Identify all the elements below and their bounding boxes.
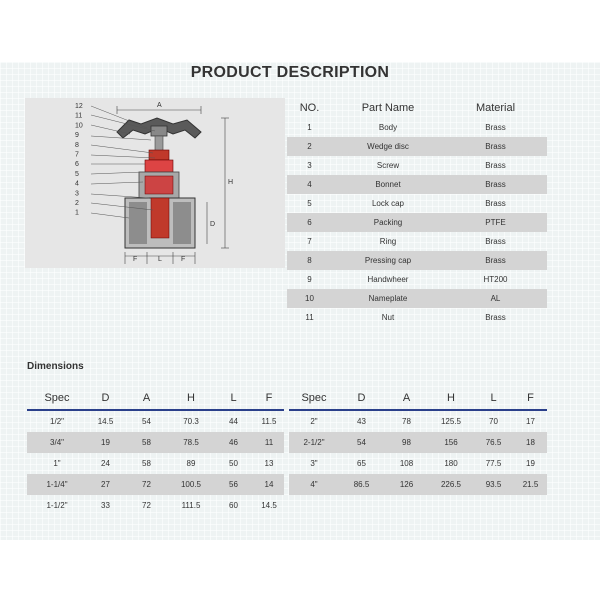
callout-number: 9 <box>75 132 79 140</box>
part-number: 3 <box>307 161 312 170</box>
dim-cell-h: 180 <box>444 459 458 468</box>
part-name: Nut <box>381 313 395 322</box>
dim-cell-l: 76.5 <box>485 438 502 447</box>
dimensions-body-left <box>27 411 284 516</box>
dim-cell-h: 89 <box>186 459 196 468</box>
callout-number: 4 <box>75 180 79 188</box>
part-material: Brass <box>485 142 506 151</box>
callout-number: 5 <box>75 170 79 178</box>
dim-col-header-spec: Spec <box>301 392 327 404</box>
dimensions-header-left <box>27 387 284 411</box>
parts-table-row <box>287 251 547 270</box>
callout-number: 1 <box>75 209 79 217</box>
callout-number: 6 <box>75 161 79 169</box>
dim-cell-d: 54 <box>357 438 366 447</box>
dimensions-row <box>27 495 284 516</box>
part-name: Packing <box>373 218 403 227</box>
dim-col-header-d: D <box>101 392 110 404</box>
part-name: Ring <box>379 237 397 246</box>
dimensions-row <box>27 474 284 495</box>
valve-diagram <box>25 98 285 268</box>
part-number: 6 <box>307 218 312 227</box>
dimensions-body-right <box>289 411 547 495</box>
dim-cell-h: 70.3 <box>183 417 199 426</box>
dim-cell-d: 27 <box>101 480 110 489</box>
dim-cell-h: 156 <box>444 438 458 447</box>
parts-table-row <box>287 289 547 308</box>
dim-col-header-d: D <box>357 392 366 404</box>
dimensions-row <box>289 474 547 495</box>
part-name: Bonnet <box>375 180 401 189</box>
dim-cell-l: 93.5 <box>485 480 502 489</box>
dim-cell-spec: 1" <box>53 459 61 468</box>
dimensions-row <box>27 411 284 432</box>
dimensions-row <box>27 453 284 474</box>
dim-cell-l: 70 <box>489 417 498 426</box>
dim-cell-h: 111.5 <box>181 501 201 510</box>
dimensions-row <box>289 432 547 453</box>
part-number: 4 <box>307 180 312 189</box>
dim-col-header-spec: Spec <box>44 392 70 404</box>
dim-cell-a: 98 <box>402 438 411 447</box>
dim-col-header-h: H <box>447 392 455 404</box>
nut-shape <box>151 126 167 136</box>
part-name: Body <box>378 123 398 132</box>
dim-col-header-f: F <box>527 392 534 404</box>
part-material: Brass <box>485 256 506 265</box>
dim-cell-spec: 2-1/2" <box>303 438 325 447</box>
dim-cell-f: 17 <box>526 417 535 426</box>
part-material: PTFE <box>485 218 506 227</box>
dim-cell-d: 14.5 <box>97 417 114 426</box>
dim-cell-f: 21.5 <box>522 480 539 489</box>
dim-cell-h: 78.5 <box>183 438 199 447</box>
dim-cell-a: 54 <box>142 417 151 426</box>
dim-cell-l: 50 <box>229 459 238 468</box>
parts-table-row <box>287 213 547 232</box>
dim-cell-d: 33 <box>101 501 110 510</box>
dim-cell-h: 100.5 <box>180 480 202 489</box>
parts-table-row <box>287 270 547 289</box>
dim-label-f-left: F <box>133 256 138 263</box>
part-name: Handwheer <box>367 275 409 284</box>
dim-cell-a: 58 <box>142 438 151 447</box>
valve-drawing <box>25 98 285 268</box>
dimensions-table-right <box>289 387 547 495</box>
dim-cell-a: 72 <box>142 501 151 510</box>
dim-col-header-a: A <box>402 392 411 404</box>
dim-cell-l: 44 <box>229 417 238 426</box>
callout-number: 12 <box>75 103 83 110</box>
dim-cell-d: 65 <box>357 459 366 468</box>
dim-cell-a: 126 <box>399 480 414 489</box>
part-material: Brass <box>485 161 506 170</box>
dim-cell-a: 108 <box>399 459 414 468</box>
dim-cell-f: 14 <box>264 480 274 489</box>
part-material: Brass <box>485 180 506 189</box>
dim-cell-d: 86.5 <box>353 480 370 489</box>
parts-table-header <box>287 98 547 118</box>
parts-table-row <box>287 118 547 137</box>
part-number: 11 <box>305 313 314 322</box>
part-number: 8 <box>307 256 312 265</box>
callout-number: 10 <box>75 122 83 130</box>
part-material: Brass <box>485 313 506 322</box>
part-name: Nameplate <box>368 294 408 303</box>
dimensions-row <box>27 432 284 453</box>
dim-col-header-a: A <box>142 392 151 404</box>
dim-cell-f: 18 <box>526 438 535 447</box>
dimensions-row <box>289 411 547 432</box>
parts-table-body <box>287 118 547 327</box>
dim-cell-spec: 2" <box>310 417 318 426</box>
callout-number: 7 <box>75 151 79 159</box>
part-material: Brass <box>485 237 506 246</box>
part-number: 7 <box>307 237 312 246</box>
dim-label-f-right: F <box>181 256 186 263</box>
pressing-cap-shape <box>149 150 169 160</box>
part-number: 5 <box>307 199 312 208</box>
part-name: Screw <box>376 161 400 170</box>
col-header-material: Material <box>475 102 516 114</box>
callout-number: 2 <box>75 200 79 207</box>
dim-cell-l: 60 <box>229 501 238 510</box>
dim-cell-f: 19 <box>526 459 535 468</box>
dim-col-header-h: H <box>187 392 195 404</box>
part-name: Wedge disc <box>367 142 409 151</box>
dimensions-header-right <box>289 387 547 411</box>
parts-table-row <box>287 194 547 213</box>
parts-table-row <box>287 175 547 194</box>
dim-cell-f: 13 <box>264 459 274 468</box>
dim-cell-f: 11 <box>264 438 274 447</box>
dim-cell-spec: 1/2" <box>50 417 64 426</box>
dimensions-row <box>289 453 547 474</box>
dim-label-l: L <box>158 256 162 263</box>
dim-cell-spec: 3" <box>310 459 318 468</box>
dim-cell-spec: 3/4" <box>50 438 64 447</box>
part-name: Lock cap <box>371 199 405 208</box>
dimensions-label: Dimensions <box>27 361 84 372</box>
parts-table-row <box>287 232 547 251</box>
dim-cell-l: 77.5 <box>485 459 502 468</box>
dim-cell-f: 14.5 <box>261 501 277 510</box>
dim-cell-h: 125.5 <box>440 417 462 426</box>
dim-label-d: D <box>210 221 216 228</box>
callout-number: 3 <box>75 190 79 198</box>
part-number: 10 <box>305 294 314 303</box>
dim-cell-spec: 1-1/2" <box>46 501 68 510</box>
dim-label-a: A <box>157 102 162 109</box>
dim-col-header-l: L <box>230 392 237 404</box>
part-material: HT200 <box>483 275 508 284</box>
dim-cell-d: 24 <box>101 459 110 468</box>
part-number: 9 <box>307 275 312 284</box>
dimensions-table-left <box>27 387 284 516</box>
part-material: Brass <box>485 123 506 132</box>
dim-cell-a: 72 <box>142 480 151 489</box>
dim-col-header-l: L <box>490 392 497 404</box>
col-header-no: NO. <box>299 102 320 114</box>
part-material: AL <box>490 294 501 303</box>
dim-label-h: H <box>228 179 234 186</box>
part-material: Brass <box>485 199 506 208</box>
parts-table <box>287 98 547 327</box>
dim-cell-a: 78 <box>402 417 411 426</box>
parts-table-row <box>287 137 547 156</box>
dim-cell-l: 46 <box>229 438 238 447</box>
dim-cell-h: 226.5 <box>440 480 462 489</box>
dim-cell-a: 58 <box>142 459 151 468</box>
callout-number: 8 <box>75 141 79 149</box>
dim-cell-l: 56 <box>229 480 238 489</box>
lock-cap-shape <box>145 160 173 172</box>
dim-col-header-f: F <box>265 392 273 404</box>
part-name: Pressing cap <box>364 256 412 265</box>
part-number: 2 <box>307 142 312 151</box>
dim-cell-spec: 4" <box>310 480 318 489</box>
callout-number: 11 <box>75 112 83 120</box>
parts-table-row <box>287 156 547 175</box>
part-number: 1 <box>307 123 312 132</box>
dim-cell-d: 19 <box>101 438 110 447</box>
col-header-part-name: Part Name <box>361 102 415 114</box>
dim-cell-spec: 1-1/4" <box>46 480 68 489</box>
dim-cell-f: 11.5 <box>261 417 277 426</box>
page-title: PRODUCT DESCRIPTION <box>190 64 390 81</box>
parts-table-row <box>287 308 547 327</box>
dim-cell-d: 43 <box>357 417 366 426</box>
